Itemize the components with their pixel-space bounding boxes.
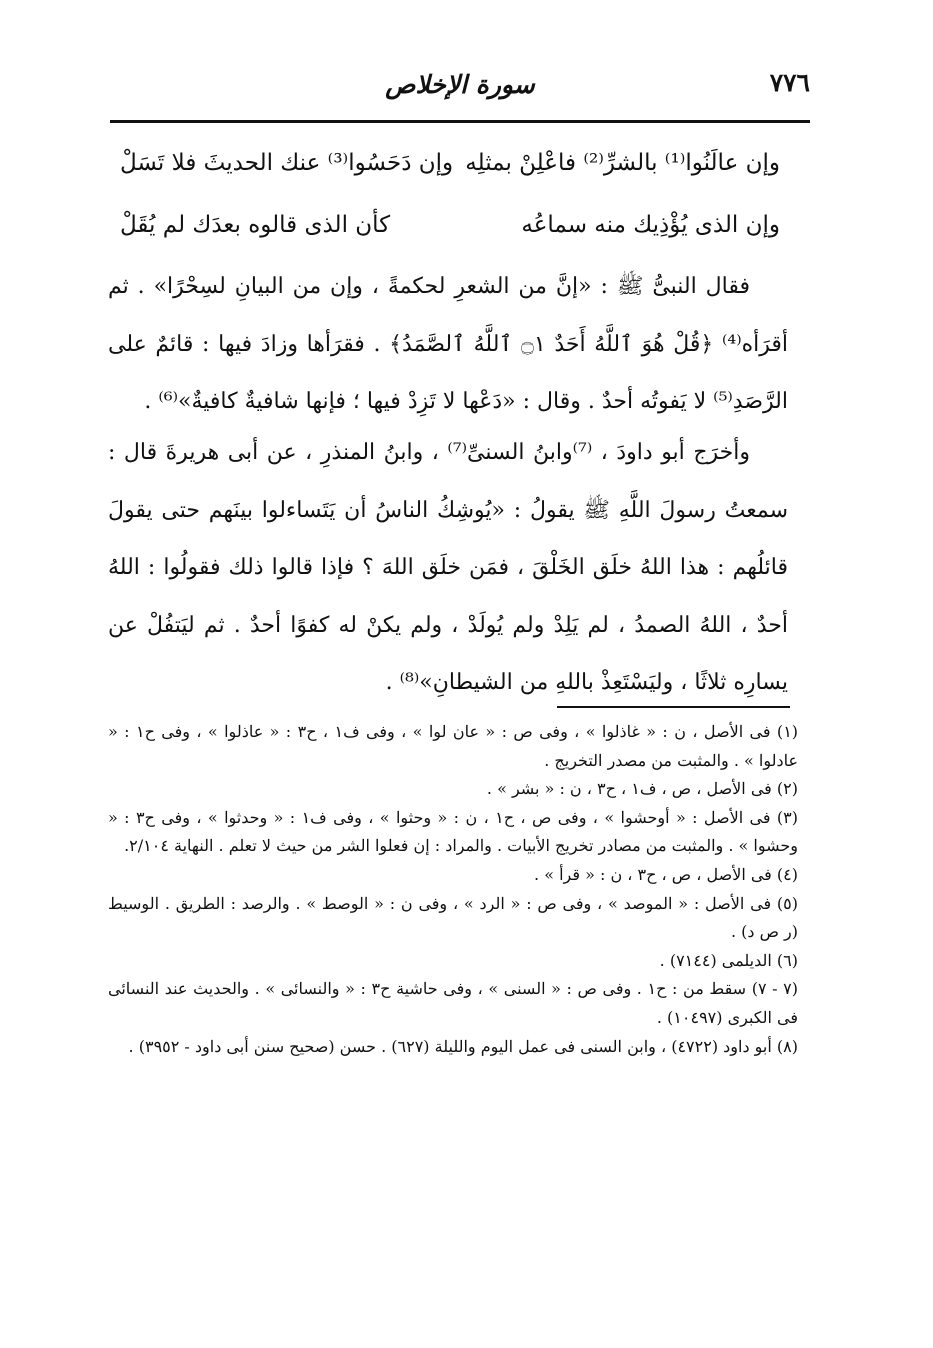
footnote: (٦) الديلمى (٧١٤٤) . (659, 950, 798, 970)
verse-second-hemistich: كأن الذى قالوه بعدَك لم يُقَلْ (120, 212, 391, 238)
footnote: (٢) فى الأصل ، ص ، ف١ ، ح٣ ، ن : « بشر » . (486, 779, 798, 799)
footnote: (٣) فى الأصل : « أوحشوا » ، وفى ص ، ح١ ، ن : « وحثوا » ، وفى ف١ : « وحدثوا » ، وفى ح٣ : « وحشوا » . والمثبت من مصادر تخريج الأبيات . والمراد : إن فعلوا الشر من حيث لا تعلم . النهاية ٢/١٠٤. (108, 807, 798, 856)
paragraph-text: وأخرَج أبو داودَ ، ⁽⁷⁾وابنُ السنىِّ⁽⁷⁾ ، وابنُ المنذرِ ، عن أبى هريرةَ قال : سمعتُ رسولَ اللَّهِ ﷺ يقولُ : «يُوشِكُ الناسُ أن يَتَساءلوا بينَهم حتى يقولَ قائلُهم : هذا اللهُ خلَق الخَلْقَ ، فمَن خلَق اللهَ ؟ فإذا قالوا ذلك فقولُوا : اللهُ أحدٌ ، اللهُ الصمدُ ، لم يَلِدْ ولم يُولَدْ ، ولم يكنْ له كفوًا أحدٌ . ثم ليَتفُلْ عن يسارِه ثلاثًا ، وليَسْتَعِذْ باللهِ من الشيطانِ»⁽⁸⁾ . (108, 440, 788, 695)
header-rule (110, 120, 810, 123)
poem-verse (120, 212, 780, 258)
footnotes (108, 718, 798, 1061)
footnote: (٨) أبو داود (٤٧٢٢) ، وابن السنى فى عمل اليوم والليلة (٦٢٧) . حسن (صحيح سنن أبى داود - ٣٩٥٢) . (128, 1036, 798, 1056)
body-paragraph (108, 424, 788, 712)
footnote-separator (557, 706, 790, 708)
footnote: (٥) فى الأصل : « الموصد » ، وفى ص : « الرد » ، وفى ن : « الوصط » . والرصد : الطريق . الوسيط (ر ص د) . (108, 893, 798, 942)
surah-title: سورة الإخلاص (385, 70, 535, 99)
poem-verse (120, 150, 780, 196)
page-number: ٧٧٦ (769, 68, 810, 97)
footnote: (١) فى الأصل ، ن : « غاذلوا » ، وفى ص : « عان لوا » ، وفى ف١ ، ح٣ : « عاذلوا » ، وفى ح١ : « عادلوا » . والمثبت من مصدر التخريج . (108, 722, 799, 770)
footnote: (٤) فى الأصل ، ص ، ح٣ ، ن : « قرأ » . (534, 864, 798, 884)
body-paragraph (108, 258, 788, 431)
verse-first-hemistich: وإن عالَنُوا⁽¹⁾ بالشرِّ⁽²⁾ فاعْلِنْ بمثلِه (465, 150, 780, 176)
verse-first-hemistich: وإن الذى يُؤْذِيك منه سماعُه (521, 212, 780, 238)
running-header (110, 62, 810, 112)
verse-second-hemistich: وإن دَحَسُوا⁽³⁾ عنك الحديثَ فلا تَسَلْ (120, 150, 454, 176)
paragraph-text: فقال النبىُّ ﷺ : «إنَّ من الشعرِ لحكمةً ، وإن من البيانِ لسِحْرًا» . ثم أقرَأه⁽⁴⁾ ﴿قُلْ هُوَ ٱللَّهُ أَحَدٌ ۝١ ٱللَّهُ ٱلصَّمَدُ﴾ . فقرَأها وزادَ فيها : قائمٌ على الرَّصَدِ⁽⁵⁾ لا يَفوتُه أحدٌ . وقال : «دَعْها لا تَزِدْ فيها ؛ فإنها شافيةٌ كافيةٌ»⁽⁶⁾ . (108, 274, 788, 414)
footnote: (٧ - ٧) سقط من : ح١ . وفى ص : « السنى » ، وفى حاشية ح٣ : « والنسائى » . والحديث عند النسائى فى الكبرى (١٠٤٩٧) . (108, 979, 799, 1027)
